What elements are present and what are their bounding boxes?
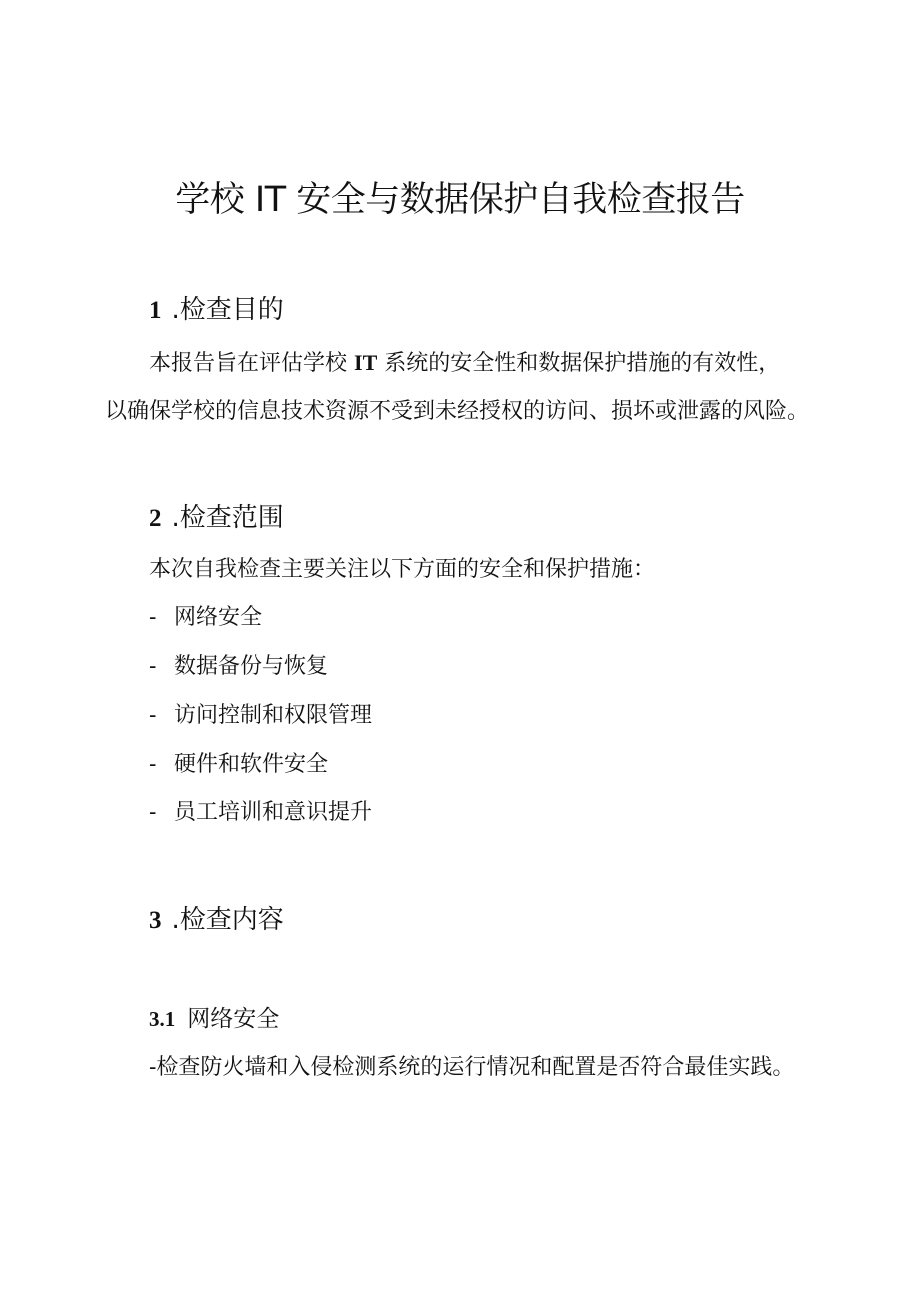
bullet-marker: - [149,800,157,825]
section-1-paragraph-line-2: 以确保学校的信息技术资源不受到未经授权的访问、损坏或泄露的风险。 [105,399,810,424]
paragraph-text: 系统的安全性和数据保护措施的有效性， [384,351,781,376]
subsection-3-1-text: -检查防火墙和入侵检测系统的运行情况和配置是否符合最佳实践。 [149,1055,795,1080]
list-item [149,701,372,731]
section-3-title: .检查内容 [171,905,284,935]
section-1-paragraph-line-1 [149,348,780,379]
list-item-text: 数据备份与恢复 [174,654,329,679]
list-item [149,603,262,633]
section-2-intro: 本次自我检查主要关注以下方面的安全和保护措施： [149,557,656,582]
list-item-text: 员工培训和意识提升 [174,800,373,825]
list-item-text: 硬件和软件安全 [174,752,329,777]
section-1-heading [149,292,284,329]
bullet-marker: - [149,703,157,728]
list-item [149,798,372,828]
bullet-marker: - [149,605,157,630]
section-1-title: .检查目的 [171,295,284,325]
section-2-title: .检查范围 [171,503,284,533]
subsection-3-1-number: 3.1 [149,1007,176,1031]
bullet-marker: - [149,654,157,679]
list-item-text: 访问控制和权限管理 [174,703,373,728]
list-item [149,652,328,682]
section-3-number: 3 [149,907,162,934]
it-term: IT [354,350,378,375]
section-3-heading [149,902,284,939]
paragraph-text: 本报告旨在评估学校 [149,351,348,376]
subsection-3-1-title: 网络安全 [187,1006,280,1032]
list-item-text: 网络安全 [174,605,263,630]
document-title: 学校 IT 安全与数据保护自我检查报告 [175,180,745,220]
list-item [149,750,328,780]
subsection-3-1-heading [149,1003,279,1035]
section-2-number: 2 [149,505,162,532]
section-2-heading [149,500,284,537]
section-1-number: 1 [149,297,162,324]
bullet-marker: - [149,752,157,777]
